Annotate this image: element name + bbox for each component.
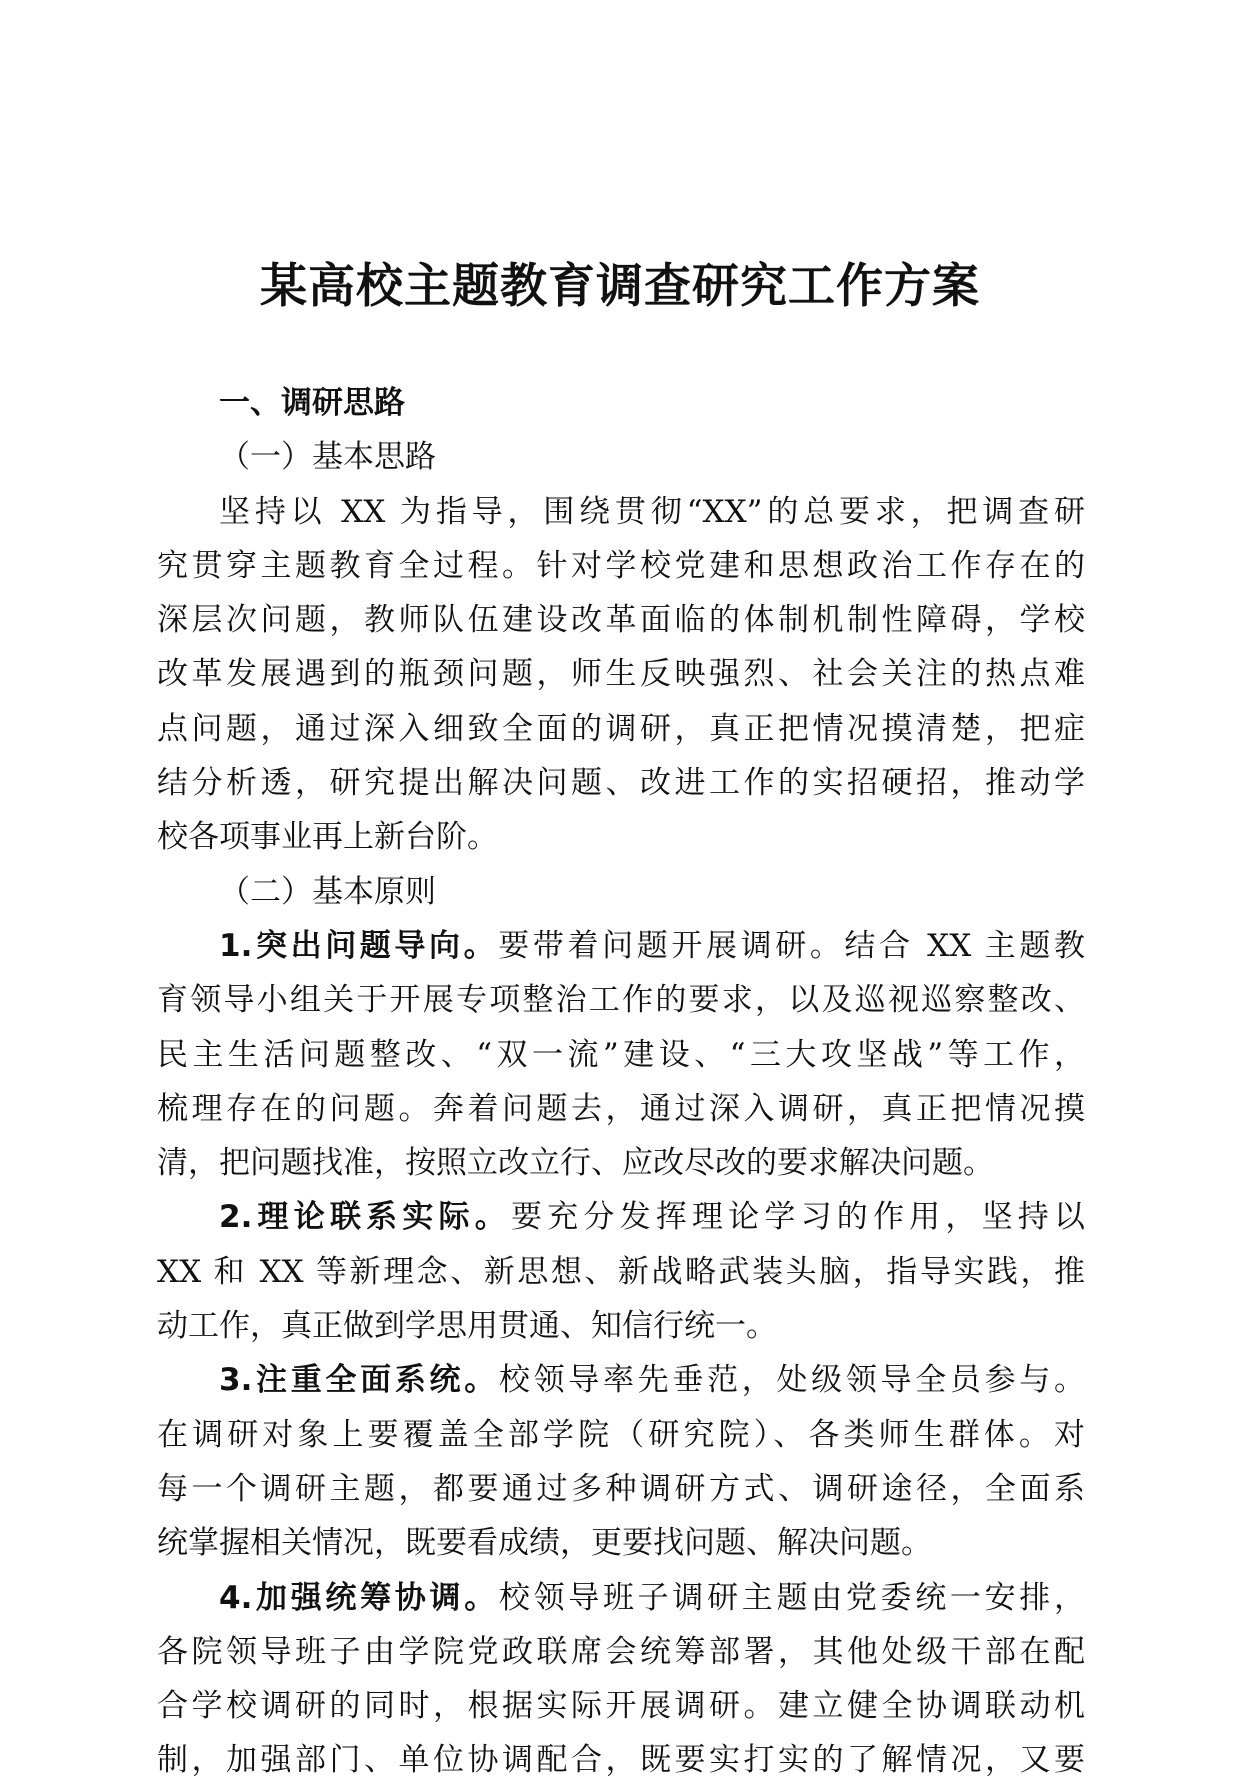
paragraph-line: 究贯穿主题教育全过程。针对学校党建和思想政治工作存在的 (157, 547, 1085, 584)
paragraph-line: 在调研对象上要覆盖全部学院（研究院）、各类师生群体。对 (157, 1416, 1085, 1453)
paragraph-line (157, 1571, 1085, 1625)
paragraph-line: 改革发展遇到的瓶颈问题，师生反映强烈、社会关注的热点难 (157, 656, 1085, 693)
paragraph-line: 清，把问题找准，按照立改立行、应改尽改的要求解决问题。 (157, 1145, 994, 1182)
document-title: 某高校主题教育调查研究工作方案 (260, 259, 980, 314)
principle-lead: 3.注重全面系统。 (219, 1362, 499, 1399)
paragraph-line: 深层次问题，教师队伍建设改革面临的体制机制性障碍，学校 (157, 602, 1085, 639)
paragraph-line: XX 和 XX 等新理念、新思想、新战略武装头脑，指导实践，推 (157, 1253, 1085, 1290)
principle-lead: 1.突出问题导向。 (219, 927, 499, 964)
principle-text: 校领导率先垂范，处级领导全员参与。 (498, 1362, 1085, 1399)
principle-text: 要带着问题开展调研。结合 XX 主题教 (498, 927, 1085, 964)
principle-coordination (157, 1571, 1085, 1788)
subsection-heading: （一）基本思路 (219, 439, 436, 476)
paragraph-line (157, 1353, 1085, 1407)
paragraph-line (157, 919, 1085, 973)
principle-lead: 2.理论联系实际。 (219, 1199, 511, 1236)
paragraph-line (157, 1190, 1085, 1244)
paragraph-line: 制，加强部门、单位协调配合，既要实打实的了解情况，又要 (157, 1742, 1085, 1779)
principle-lead: 4.加强统筹协调。 (219, 1579, 499, 1616)
paragraph-line: 动工作，真正做到学思用贯通、知信行统一。 (157, 1308, 777, 1345)
principle-comprehensive (157, 1353, 1085, 1570)
principle-theory-practice (157, 1190, 1085, 1353)
principle-text: 校领导班子调研主题由党委统一安排， (498, 1579, 1085, 1616)
paragraph-line: 合学校调研的同时，根据实际开展调研。建立健全协调联动机 (157, 1688, 1085, 1725)
paragraph-line: 育领导小组关于开展专项整治工作的要求，以及巡视巡察整改、 (157, 982, 1085, 1019)
paragraph-line: 梳理存在的问题。奔着问题去，通过深入调研，真正把情况摸 (157, 1090, 1085, 1127)
paragraph-line: 结分析透，研究提出解决问题、改进工作的实招硬招，推动学 (157, 765, 1085, 802)
paragraph-line: 坚持以 XX 为指导，围绕贯彻“XX”的总要求，把调查研 (219, 493, 1085, 530)
principle-problem-oriented (157, 919, 1085, 1190)
paragraph-line: 点问题，通过深入细致全面的调研，真正把情况摸清楚，把症 (157, 710, 1085, 747)
paragraph-basic-approach (157, 485, 1085, 865)
document-body (157, 376, 1085, 1788)
paragraph-line: 民主生活问题整改、“双一流”建设、“三大攻坚战”等工作， (157, 1036, 1085, 1073)
paragraph-line: 校各项事业再上新台阶。 (157, 819, 498, 856)
principle-text: 要充分发挥理论学习的作用，坚持以 (510, 1199, 1085, 1236)
paragraph-line: 统掌握相关情况，既要看成绩，更要找问题、解决问题。 (157, 1525, 932, 1562)
paragraph-line: 各院领导班子由学院党政联席会统筹部署，其他处级干部在配 (157, 1633, 1085, 1670)
subsection-heading: （二）基本原则 (219, 873, 436, 910)
section-heading: 一、调研思路 (219, 385, 405, 421)
paragraph-line: 每一个调研主题，都要通过多种调研方式、调研途径，全面系 (157, 1470, 1085, 1507)
